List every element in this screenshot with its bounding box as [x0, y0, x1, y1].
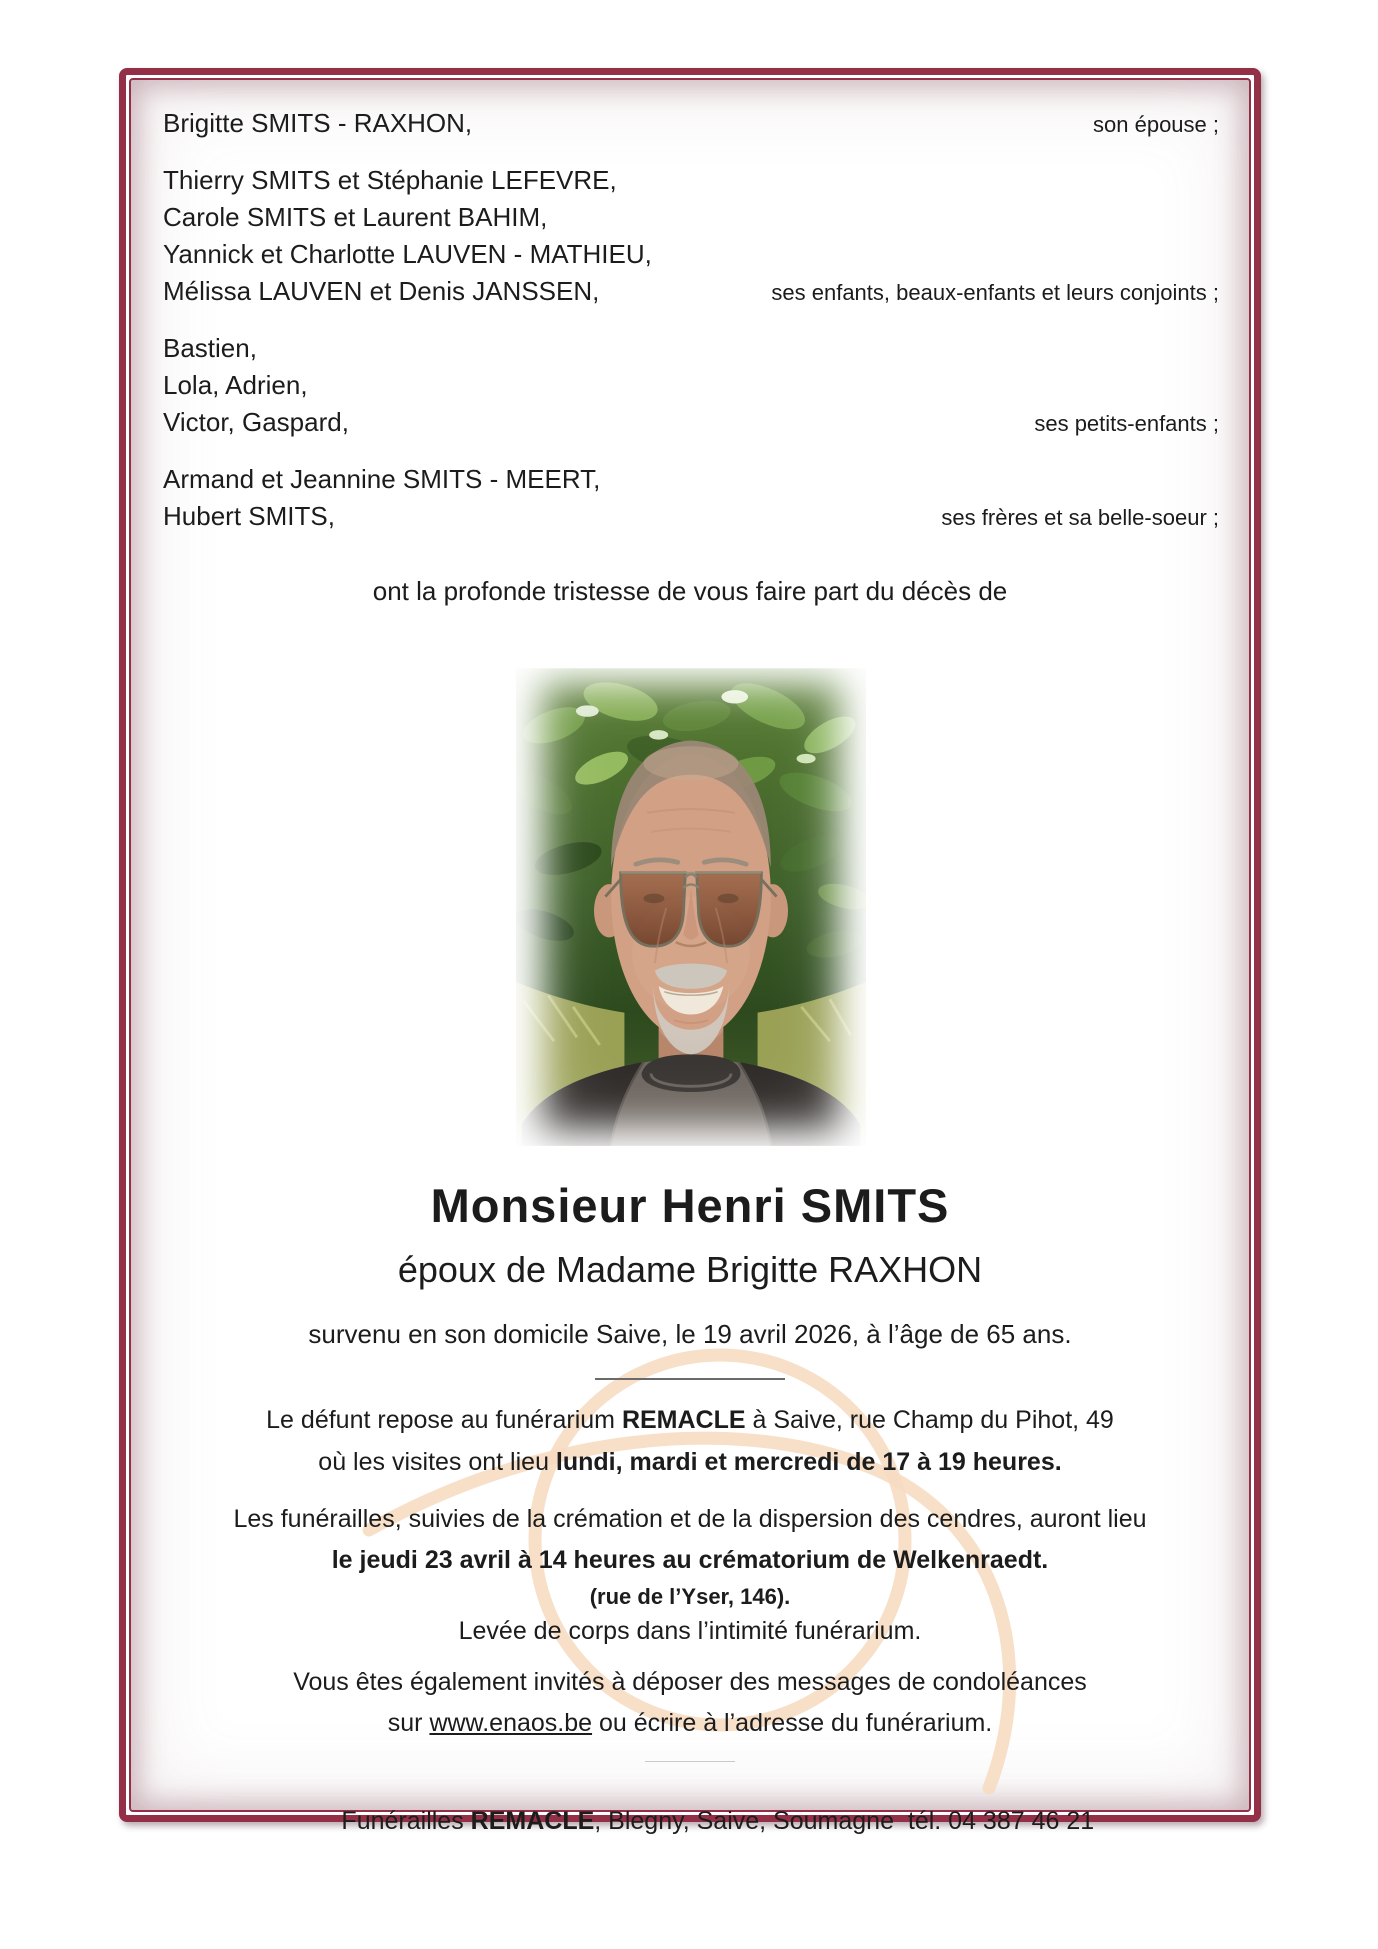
family-names: Yannick et Charlotte LAUVEN - MATHIEU,: [163, 239, 652, 269]
family-relation: son épouse ;: [1093, 112, 1219, 137]
spouse-line: époux de Madame Brigitte RAXHON: [397, 1249, 983, 1290]
family-row: [163, 165, 1219, 196]
repose-text-pre: Le défunt repose au funérarium: [266, 1406, 622, 1434]
condolences-text-post: ou écrire à l’adresse du funérarium.: [592, 1709, 993, 1737]
family-relation: ses frères et sa belle-soeur ;: [941, 505, 1219, 530]
family-row: [163, 501, 1219, 532]
repose-line: [126, 1405, 1254, 1436]
death-line: survenu en son domicile Saive, le 19 avril 2026, à l’âge de 65 ans.: [308, 1319, 1072, 1349]
portrait-illustration: [516, 657, 866, 1157]
repose-text-post: à Saive, rue Champ du Pihot, 49: [745, 1406, 1114, 1434]
condolences-line-1: Vous êtes également invités à déposer des messages de condoléances: [293, 1668, 1087, 1696]
family-names: Carole SMITS et Laurent BAHIM,: [163, 202, 548, 232]
footer-text-pre: Funérailles: [341, 1807, 471, 1836]
family-names: Armand et Jeannine SMITS - MEERT,: [163, 464, 601, 494]
family-row: [163, 202, 1219, 233]
visits-hours: lundi, mardi et mercredi de 17 à 19 heures.: [555, 1448, 1062, 1476]
card-content: [126, 75, 1254, 1836]
footer-brand: REMACLE: [470, 1807, 595, 1836]
levee-line: Levée de corps dans l’intimité funérarium.: [458, 1617, 922, 1645]
deceased-name: Monsieur Henri SMITS: [430, 1179, 950, 1232]
family-row: [163, 370, 1219, 401]
announcement-card: [119, 68, 1261, 1836]
family-row: [163, 276, 1219, 307]
visits-text-pre: où les visites ont lieu: [318, 1448, 556, 1476]
family-row: [163, 464, 1219, 495]
ceremony-address: (rue de l’Yser, 146).: [589, 1584, 791, 1609]
family-names: Victor, Gaspard,: [163, 407, 349, 437]
family-row: [163, 407, 1219, 438]
funeral-home-brand: REMACLE: [621, 1406, 746, 1434]
family-names: Brigitte SMITS - RAXHON,: [163, 108, 473, 138]
family-relation: ses petits-enfants ;: [1034, 411, 1219, 436]
family-row: [163, 108, 1219, 139]
ceremony-line-1: Les funérailles, suivies de la crémation et de la dispersion des cendres, auront lieu: [233, 1505, 1147, 1533]
condolences-text-pre: sur: [387, 1709, 430, 1737]
family-names: Bastien,: [163, 333, 257, 363]
family-names: Thierry SMITS et Stéphanie LEFEVRE,: [163, 165, 617, 195]
family-relation: ses enfants, beaux-enfants et leurs conjoints ;: [771, 280, 1219, 305]
footer-divider: [645, 1761, 735, 1762]
visits-line: [126, 1447, 1254, 1478]
family-names: Lola, Adrien,: [163, 370, 308, 400]
enaos-website-link[interactable]: www.enaos.be: [429, 1709, 593, 1737]
condolences-line-2: [126, 1708, 1254, 1739]
family-row: [163, 239, 1219, 270]
section-divider: [595, 1378, 785, 1380]
family-names: Mélissa LAUVEN et Denis JANSSEN,: [163, 276, 600, 306]
family-row: [163, 333, 1219, 364]
ceremony-line-2: le jeudi 23 avril à 14 heures au crématorium de Welkenraedt.: [331, 1546, 1049, 1574]
footer-text-post: , Blegny, Saive, Soumagne tél. 04 387 46 21: [594, 1807, 1095, 1836]
deceased-photo: [516, 657, 866, 1157]
announcement-line: ont la profonde tristesse de vous faire part du décès de: [372, 576, 1008, 606]
family-names: Hubert SMITS,: [163, 501, 335, 531]
funeral-home-footer: [126, 1775, 1254, 1869]
